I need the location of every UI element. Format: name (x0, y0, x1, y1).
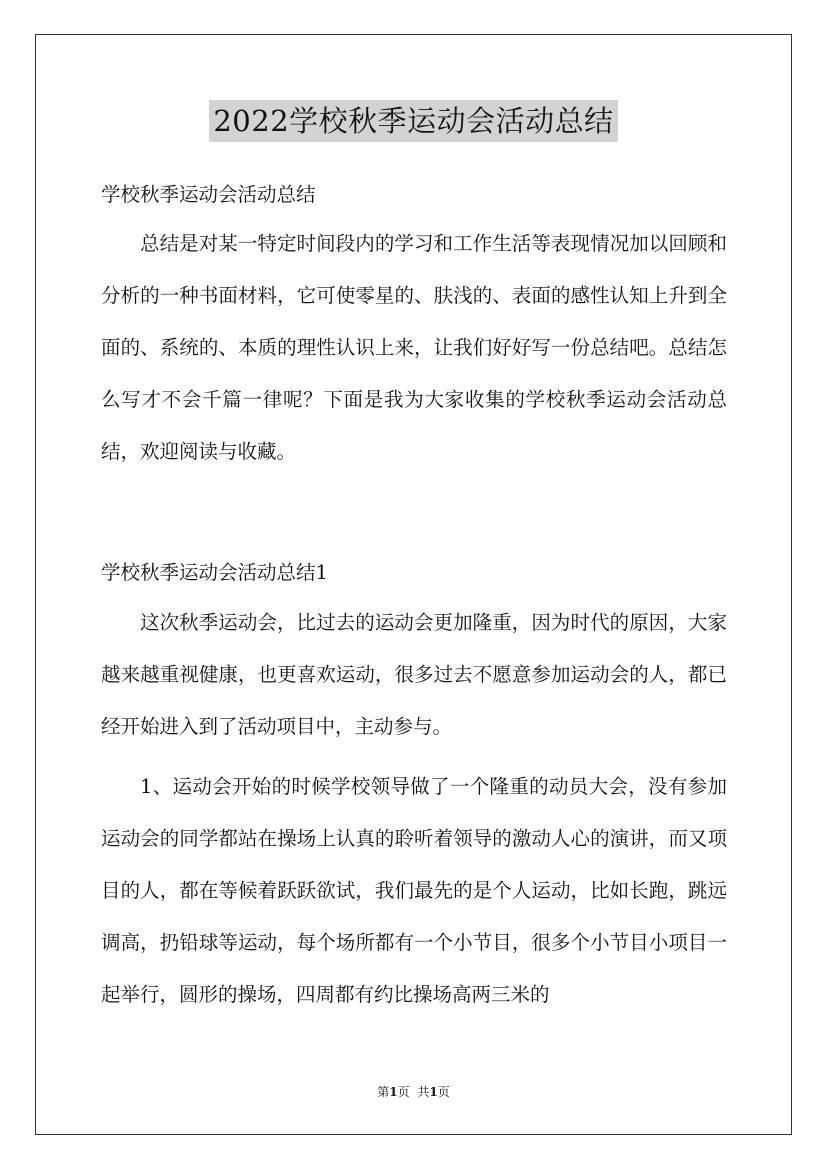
section-paragraph-1: 这次秋季运动会，比过去的运动会更加隆重，因为时代的原因，大家越来越重视健康，也更喜欢运动，很多过去不愿意参加运动会的人，都已经开始进入到了活动项目中，主动参与。 (101, 611, 727, 738)
title-container (0, 100, 827, 142)
page-suffix: 页 (397, 1085, 410, 1099)
total-suffix: 页 (437, 1085, 450, 1099)
current-page-number: 1 (389, 1085, 398, 1099)
intro-paragraph: 总结是对某一特定时间段内的学习和工作生活等表现情况加以回顾和分析的一种书面材料，它可使零星的、肤浅的、表面的感性认知上升到全面的、系统的、本质的理性认识上来，让我们好好写一份总结吧。总结怎么写才不会千篇一律呢？下面是我为大家收集的学校秋季运动会活动总结，欢迎阅读与收藏。 (101, 232, 727, 463)
page-footer (0, 1084, 827, 1100)
total-page-number: 1 (429, 1085, 438, 1099)
total-prefix: 共 (417, 1085, 430, 1099)
page-prefix: 第 (377, 1085, 390, 1099)
document-body (101, 172, 727, 1021)
document-heading: 学校秋季运动会活动总结 (101, 183, 316, 206)
paragraph-spacer (101, 478, 727, 550)
document-title: 2022学校秋季运动会活动总结 (209, 100, 617, 142)
section-paragraph-2: 1、运动会开始的时候学校领导做了一个隆重的动员大会，没有参加运动会的同学都站在操场上认真的聆听着领导的激动人心的演讲，而又项目的人，都在等候着跃跃欲试，我们最先的是个人运动，比如长跑，跳远调高，扔铅球等运动，每个场所都有一个小节目，很多个小节目小项目一起举行，圆形的操场，四周都有约比操场高两三米的 (101, 775, 727, 1006)
section-heading: 学校秋季运动会活动总结1 (101, 561, 328, 584)
